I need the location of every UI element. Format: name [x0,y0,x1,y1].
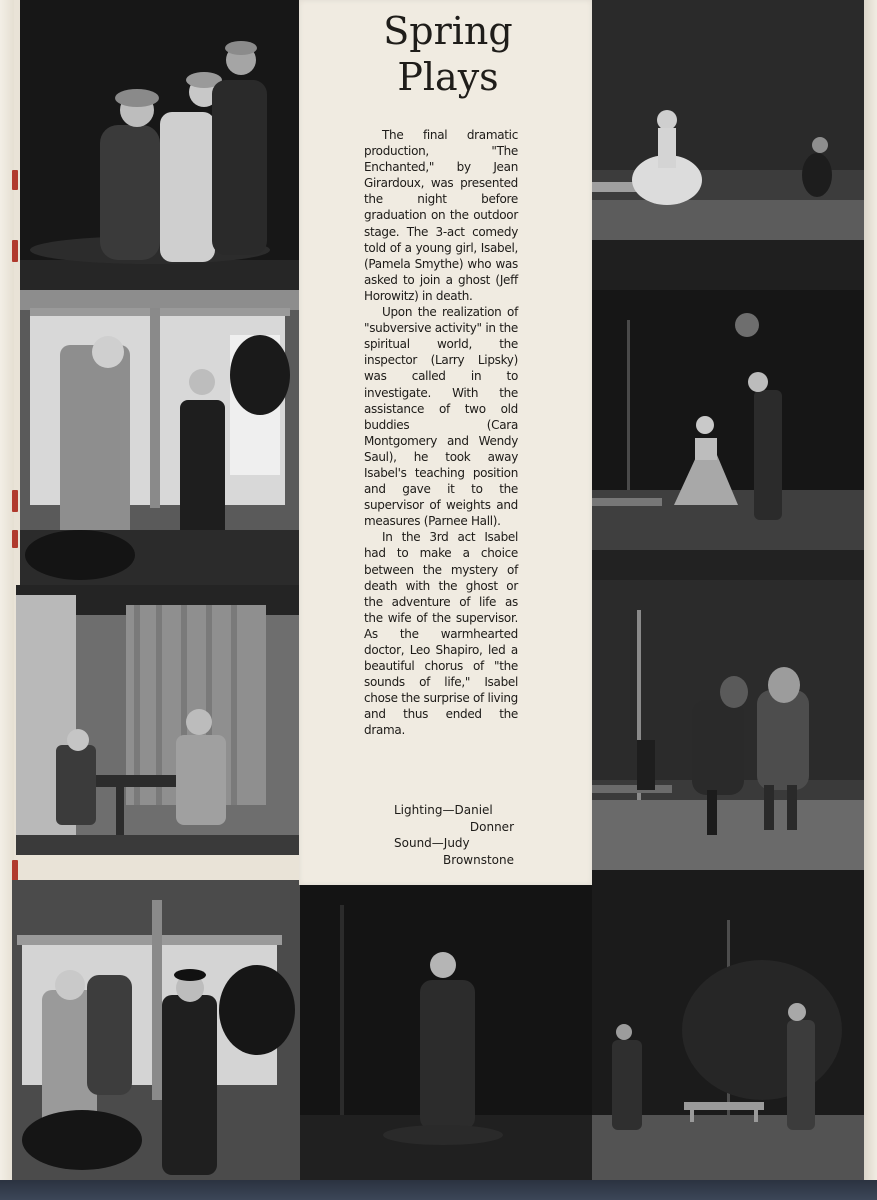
page-title [310,8,586,100]
photo-robe-scene [20,290,300,590]
photo-night-solo [300,885,595,1180]
binding-mark [12,170,18,190]
binding-mark [12,240,18,262]
page-bottom-edge [0,1180,877,1200]
photo-table-scene [16,585,300,855]
title-line-2: Plays [397,55,499,99]
paragraph-3: In the 3rd act Isabel had to make a choice between the mystery of death with the ghost or the adventure of life as the wife of the supervisor. As the warmhearted doctor, Leo Shapiro, led a beautiful chorus of "the sounds of life," Isabel chose the surprise of living and thus ended the drama. [364,530,518,738]
photo-night-stage [592,870,864,1180]
credit-lighting-name: Donner [469,819,514,834]
credit-lighting-label: Lighting—Daniel [394,803,493,817]
credit-sound-label: Sound—Judy [394,836,470,850]
photo-outdoor-couple [592,290,864,590]
credit-sound-name: Brownstone [443,852,514,867]
binding-mark [12,490,18,512]
production-credits [360,802,520,868]
page-right-edge [862,0,877,1200]
title-line-1: Spring [383,9,513,53]
photo-ghost-trio [20,0,300,300]
article-body [364,127,518,739]
photo-outdoor-bench [592,0,864,300]
paragraph-2: Upon the realization of "subversive activity" in the spiritual world, the inspector (Larry Lipsky) was called in to investigate. With the assistance of two old buddies (Cara Montgomery and Wendy Saul), he took away Isabel's teaching position and gave it to the supervisor of weights and measures (Parnee Hall). [364,305,518,529]
paragraph-1: The final dramatic production, "The Enchanted," by Jean Girardoux, was presented the night before graduation on the outdoor stage. The 3-act comedy told of a young girl, Isabel, (Pamela Smythe) who was asked to join a ghost (Jeff Horowitz) in death. [364,128,518,303]
photo-outdoor-hooded [592,580,864,880]
photo-uniform-scene [12,880,300,1180]
binding-mark [12,530,18,548]
